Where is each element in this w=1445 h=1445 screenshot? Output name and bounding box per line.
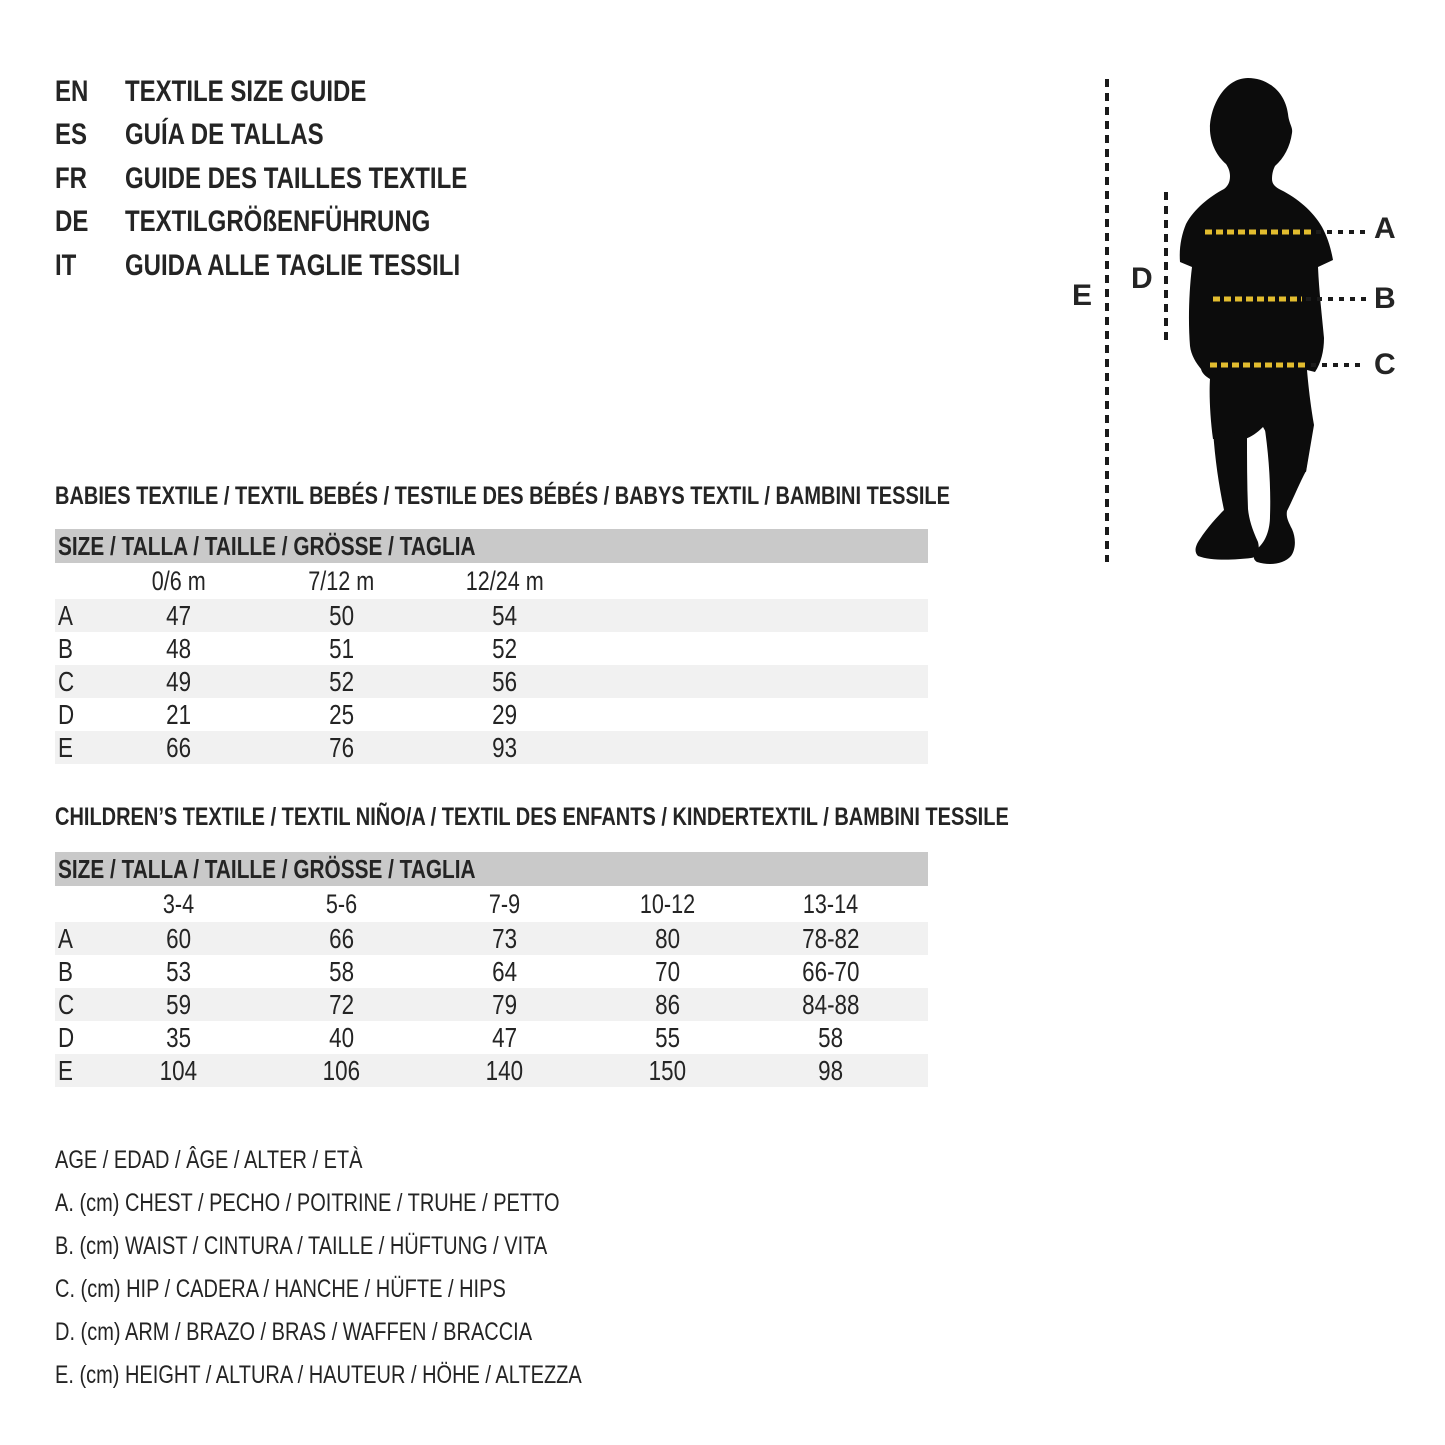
table-row: C 49 52 56 xyxy=(55,665,928,698)
lang-title-it: GUIDA ALLE TAGLIE TESSILI xyxy=(125,248,461,282)
row-label: E xyxy=(58,1054,73,1086)
lang-row-es xyxy=(55,114,553,158)
table-row: A 60 66 73 80 78-82 xyxy=(55,922,928,955)
child-left-leg xyxy=(1196,430,1259,560)
lang-title-es: GUÍA DE TALLAS xyxy=(125,118,324,152)
lang-title-fr: GUIDE DES TAILLES TEXTILE xyxy=(125,161,468,195)
table-row: B 53 58 64 70 66-70 xyxy=(58,955,860,987)
row-label: D xyxy=(58,698,75,730)
table-row: A 47 50 54 xyxy=(55,599,928,632)
babies-col-12-24m: 12/24 m xyxy=(465,565,544,596)
children-col-13-14: 13-14 xyxy=(802,888,859,919)
babies-col-0-6m: 0/6 m xyxy=(151,565,206,596)
lang-code-fr: FR xyxy=(55,161,87,195)
row-label: D xyxy=(58,1021,75,1053)
lang-code-it: IT xyxy=(55,248,77,282)
row-label: B xyxy=(58,632,73,664)
lang-code-de: DE xyxy=(55,205,89,239)
child-silhouette xyxy=(1180,78,1333,472)
legend-hip: C. (cm) HIP / CADERA / HANCHE / HÜFTE / HIPS xyxy=(55,1275,506,1303)
table-row: B 48 51 52 xyxy=(58,632,517,664)
children-size-header-band: SIZE / TALLA / TAILLE / GRÖSSE / TAGLIA xyxy=(55,852,928,886)
children-section-heading: CHILDREN’S TEXTILE / TEXTIL NIÑO/A / TEXTIL DES ENFANTS / KINDERTEXTIL / BAMBINI TESSILE xyxy=(55,803,1009,831)
table-row: E 66 76 93 xyxy=(55,731,928,764)
children-size-table xyxy=(55,852,928,1087)
children-column-header-row xyxy=(55,886,928,922)
language-title-block xyxy=(55,70,553,288)
babies-column-header-row xyxy=(55,563,928,599)
legend-height: E. (cm) HEIGHT / ALTURA / HAUTEUR / HÖHE / ALTEZZA xyxy=(55,1361,582,1389)
row-label: B xyxy=(58,955,73,987)
babies-size-header-band: SIZE / TALLA / TAILLE / GRÖSSE / TAGLIA xyxy=(55,529,928,563)
children-col-10-12: 10-12 xyxy=(639,888,696,919)
children-col-3-4: 3-4 xyxy=(162,888,195,919)
lang-row-en xyxy=(55,70,553,114)
lang-row-de xyxy=(55,201,553,245)
lang-title-de: TEXTILGRÖßENFÜHRUNG xyxy=(125,205,431,239)
table-row: D 21 25 29 xyxy=(58,698,517,730)
legend-waist: B. (cm) WAIST / CINTURA / TAILLE / HÜFTUNG / VITA xyxy=(55,1232,548,1260)
children-col-5-6: 5-6 xyxy=(325,888,358,919)
measurement-legend xyxy=(55,1139,713,1397)
babies-size-table xyxy=(55,529,928,764)
table-row: E 104 106 140 150 98 xyxy=(55,1054,928,1087)
children-col-7-9: 7-9 xyxy=(488,888,521,919)
row-label: A xyxy=(58,599,73,631)
row-label: E xyxy=(58,731,73,763)
lang-code-en: EN xyxy=(55,74,89,108)
figure-label-waist: B xyxy=(1374,282,1396,315)
figure-label-chest: A xyxy=(1374,212,1396,245)
table-row: D 35 40 47 55 58 xyxy=(58,1021,843,1053)
table-row: C 59 72 79 86 84-88 xyxy=(55,988,928,1021)
legend-age: AGE / EDAD / ÂGE / ALTER / ETÀ xyxy=(55,1146,363,1174)
lang-code-es: ES xyxy=(55,118,88,152)
row-label: C xyxy=(58,665,75,697)
babies-col-7-12m: 7/12 m xyxy=(308,565,375,596)
legend-chest: A. (cm) CHEST / PECHO / POITRINE / TRUHE / PETTO xyxy=(55,1189,560,1217)
row-label: A xyxy=(58,922,73,954)
lang-title-en: TEXTILE SIZE GUIDE xyxy=(125,74,367,108)
legend-arm: D. (cm) ARM / BRAZO / BRAS / WAFFEN / BRACCIA xyxy=(55,1318,533,1346)
babies-section-heading: BABIES TEXTILE / TEXTIL BEBÉS / TESTILE DES BÉBÉS / BABYS TEXTIL / BAMBINI TESSILE xyxy=(55,482,950,510)
figure-label-arm: D xyxy=(1131,262,1153,295)
lang-row-fr xyxy=(55,157,553,201)
figure-label-hip: C xyxy=(1374,348,1396,381)
child-right-leg xyxy=(1254,423,1313,564)
figure-label-height: E xyxy=(1072,279,1093,312)
lang-row-it xyxy=(55,244,553,288)
row-label: C xyxy=(58,988,75,1020)
